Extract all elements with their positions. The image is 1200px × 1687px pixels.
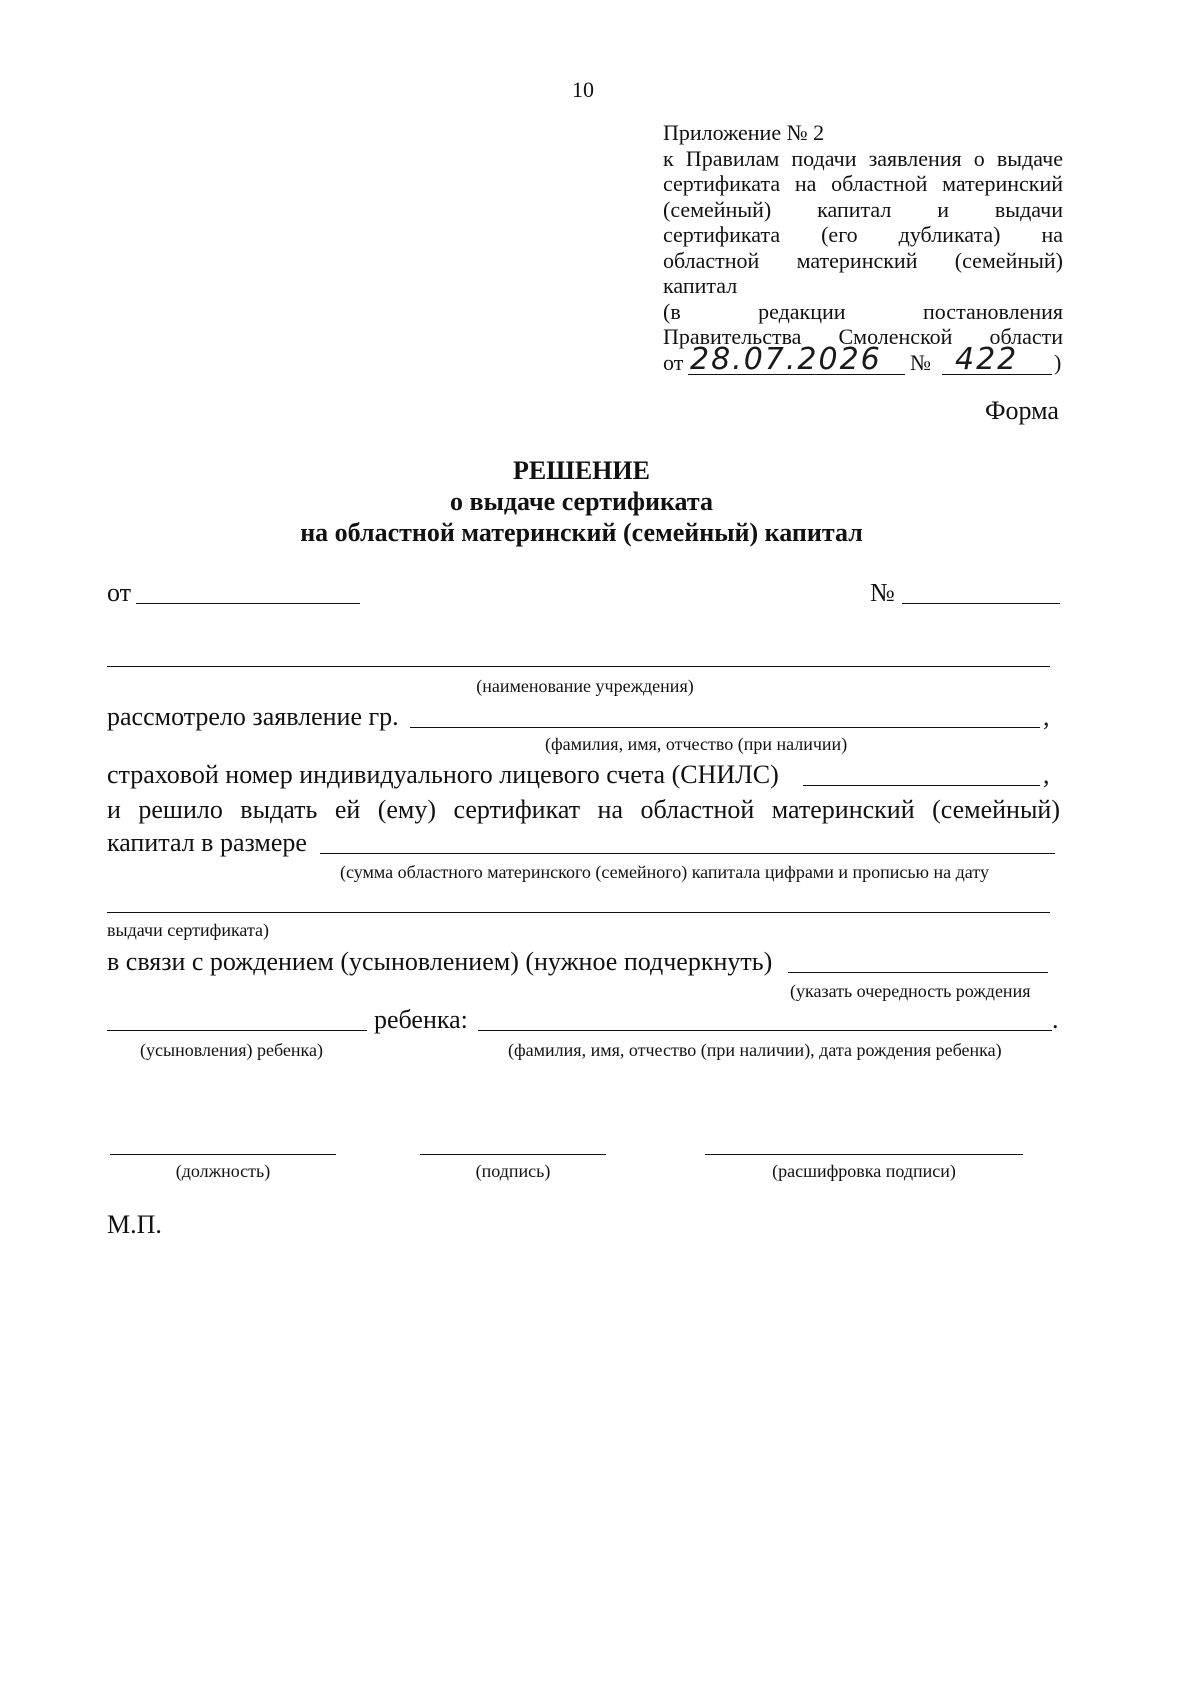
appendix-date-handwritten: 28.07.2026 (690, 342, 882, 377)
child-label: ребенка: (374, 1005, 468, 1034)
position-field (110, 1154, 336, 1155)
caption-amount: (сумма областного материнского (семейного) капитала цифрами и прописью на дату (340, 862, 989, 882)
decision-date-field (136, 603, 360, 604)
caption-fio: (фамилия, имя, отчество (при наличии) (545, 734, 848, 754)
appendix-close-paren: ) (1054, 350, 1062, 375)
birth-order-field (788, 972, 1048, 973)
caption-adoption: (усыновления) ребенка) (140, 1040, 323, 1060)
caption-amount-continued: выдачи сертификата) (107, 920, 270, 940)
appendix-line: сертификата (его дубликата) на (663, 222, 1063, 247)
comma: , (1043, 702, 1050, 731)
appendix-block (663, 120, 1063, 350)
appendix-line: (в редакции постановления (663, 298, 1063, 324)
comma: , (1043, 760, 1050, 789)
appendix-line: сертификата на областной материнский (663, 171, 1063, 196)
period: . (1052, 1005, 1059, 1034)
birth-label: в связи с рождением (усыновлением) (нужное подчеркнуть) (107, 947, 773, 976)
decision-number-sign: № (870, 578, 895, 607)
caption-child: (фамилия, имя, отчество (при наличии), дата рождения ребенка) (508, 1040, 1002, 1060)
appendix-line: (семейный) капитал и выдачи (663, 196, 1063, 222)
appendix-number-sign: № (910, 350, 931, 375)
birth-order-field-continued (107, 1030, 367, 1031)
page-number: 10 (572, 77, 594, 102)
caption-order: (указать очередность рождения (790, 981, 1031, 1001)
appendix-line: капитал (663, 273, 738, 298)
heading-line-2: о выдаче сертификата (450, 487, 713, 516)
heading-title: РЕШЕНИЕ (513, 456, 650, 485)
applicant-name-field (410, 727, 1040, 728)
amount-field-continued (107, 912, 1050, 913)
decided-line: и решило выдать ей (ему) сертификат на областной материнский (семейный) (107, 795, 1060, 824)
form-label: Форма (985, 396, 1059, 425)
snils-label: страховой номер индивидуального лицевого счета (СНИЛС) (107, 760, 779, 789)
heading-line-3: на областной материнский (семейный) капитал (300, 518, 863, 547)
decision-from-label: от (107, 578, 132, 607)
decision-number-field (902, 603, 1060, 604)
appendix-title: Приложение № 2 (663, 120, 825, 145)
appendix-number-handwritten: 422 (955, 342, 1019, 377)
signature-field (420, 1154, 606, 1155)
snils-field (803, 785, 1040, 786)
stamp-place: М.П. (107, 1210, 162, 1239)
signature-decoding-field (705, 1154, 1023, 1155)
appendix-from-label: от (663, 350, 684, 375)
caption-position: (должность) (175, 1161, 271, 1181)
appendix-line: к Правилам подачи заявления о выдаче (663, 145, 1063, 171)
appendix-line: Правительства Смоленской области (663, 324, 1063, 349)
amount-field (320, 853, 1055, 854)
child-info-field (478, 1030, 1052, 1031)
considered-label: рассмотрело заявление гр. (107, 702, 399, 731)
institution-field (107, 666, 1050, 667)
appendix-line: областной материнский (семейный) (663, 247, 1063, 273)
caption-signature: (подпись) (475, 1161, 551, 1181)
amount-label: капитал в размере (107, 828, 307, 857)
caption-signature-decoding: (расшифровка подписи) (772, 1161, 956, 1181)
caption-institution: (наименование учреждения) (476, 676, 694, 696)
